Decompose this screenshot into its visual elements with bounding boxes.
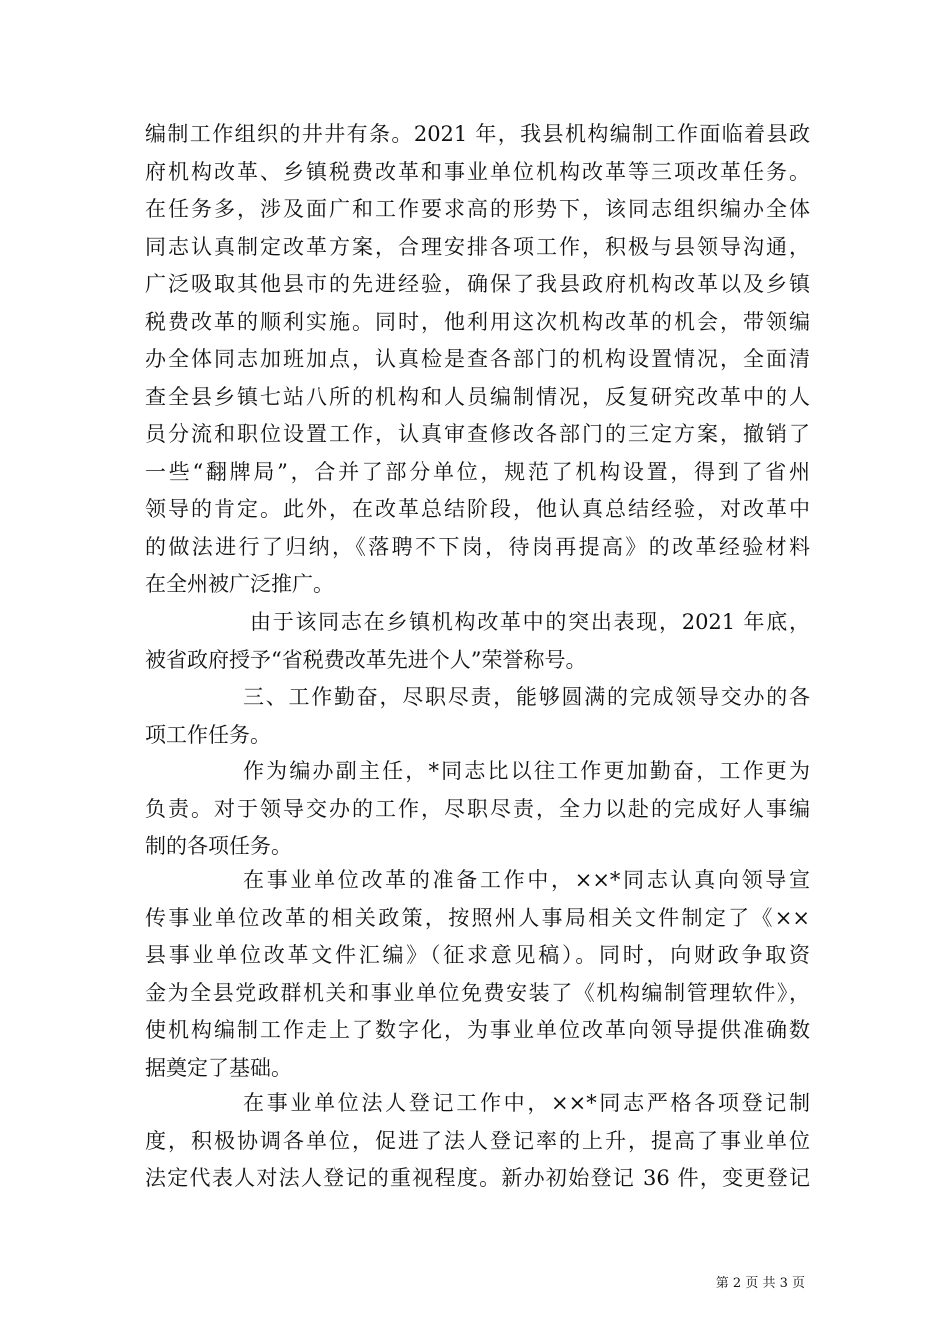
text-line: 办全体同志加班加点，认真检是查各部门的机构设置情况，全面清 bbox=[145, 347, 810, 371]
text-line: 的做法进行了归纳，《落聘不下岗，待岗再提高》的改革经验材料 bbox=[145, 534, 810, 559]
paragraph-5 bbox=[145, 1085, 810, 1198]
text-line: 传事业单位改革的相关政策，按照州人事局相关文件制定了《×× bbox=[145, 905, 810, 930]
text-line: 作为编办副主任，*同志比以往工作更加勤奋，工作更为 bbox=[243, 759, 810, 783]
paragraph-2 bbox=[145, 604, 810, 679]
text-line: 被省政府授予“省税费改革先进个人”荣誉称号。 bbox=[145, 647, 587, 672]
text-line: 广泛吸取其他县市的先进经验，确保了我县政府机构改革以及乡镇 bbox=[145, 272, 810, 296]
text-line: 同志认真制定改革方案，合理安排各项工作，积极与县领导沟通， bbox=[145, 234, 810, 259]
text-line: 法定代表人对法人登记的重视程度。新办初始登记 36 件，变更登记 bbox=[145, 1166, 810, 1190]
text-line: 编制工作组织的井井有条。2021 年，我县机构编制工作面临着县政 bbox=[145, 122, 810, 146]
text-line: 据奠定了基础。 bbox=[145, 1055, 292, 1080]
text-line: 在事业单位改革的准备工作中，××*同志认真向领导宣 bbox=[243, 868, 810, 892]
text-line: 员分流和职位设置工作，认真审查修改各部门的三定方案，撤销了 bbox=[145, 422, 810, 446]
text-line: 领导的肯定。此外，在改革总结阶段，他认真总结经验，对改革中 bbox=[145, 497, 810, 521]
text-line: 由于该同志在乡镇机构改革中的突出表现，2021 年底， bbox=[250, 610, 810, 634]
text-line: 项工作任务。 bbox=[145, 722, 271, 747]
text-line: 税费改革的顺利实施。同时，他利用这次机构改革的机会，带领编 bbox=[145, 309, 810, 334]
page-number-footer: 第 2 页 共 3 页 bbox=[715, 1276, 805, 1291]
text-line: 在任务多，涉及面广和工作要求高的形势下，该同志组织编办全体 bbox=[145, 197, 810, 221]
text-line: 负责。对于领导交办的工作，尽职尽责，全力以赴的完成好人事编 bbox=[145, 796, 810, 821]
text-line: 使机构编制工作走上了数字化，为事业单位改革向领导提供准确数 bbox=[145, 1018, 810, 1042]
text-line: 府机构改革、乡镇税费改革和事业单位机构改革等三项改革任务。 bbox=[145, 159, 810, 184]
text-line: 一些“翻牌局”，合并了部分单位，规范了机构设置，得到了省州 bbox=[145, 459, 810, 484]
paragraph-3 bbox=[145, 753, 810, 866]
text-line: 在全州被广泛推广。 bbox=[145, 572, 334, 596]
text-line: 在事业单位法人登记工作中，××*同志严格各项登记制 bbox=[243, 1091, 810, 1115]
text-line: 查全县乡镇七站八所的机构和人员编制情况，反复研究改革中的人 bbox=[145, 384, 810, 409]
paragraph-1 bbox=[145, 116, 810, 604]
text-line: 度，积极协调各单位，促进了法人登记率的上升，提高了事业单位 bbox=[145, 1128, 810, 1153]
section-heading-3 bbox=[145, 679, 810, 754]
text-line: 制的各项任务。 bbox=[145, 834, 292, 858]
text-line: 金为全县党政群机关和事业单位免费安装了《机构编制管理软件》， bbox=[145, 980, 810, 1005]
paragraph-4 bbox=[145, 862, 810, 1087]
text-line: 三、工作勤奋，尽职尽责，能够圆满的完成领导交办的各 bbox=[243, 685, 810, 709]
text-line: 县事业单位改革文件汇编》（征求意见稿）。同时，向财政争取资 bbox=[145, 943, 810, 967]
